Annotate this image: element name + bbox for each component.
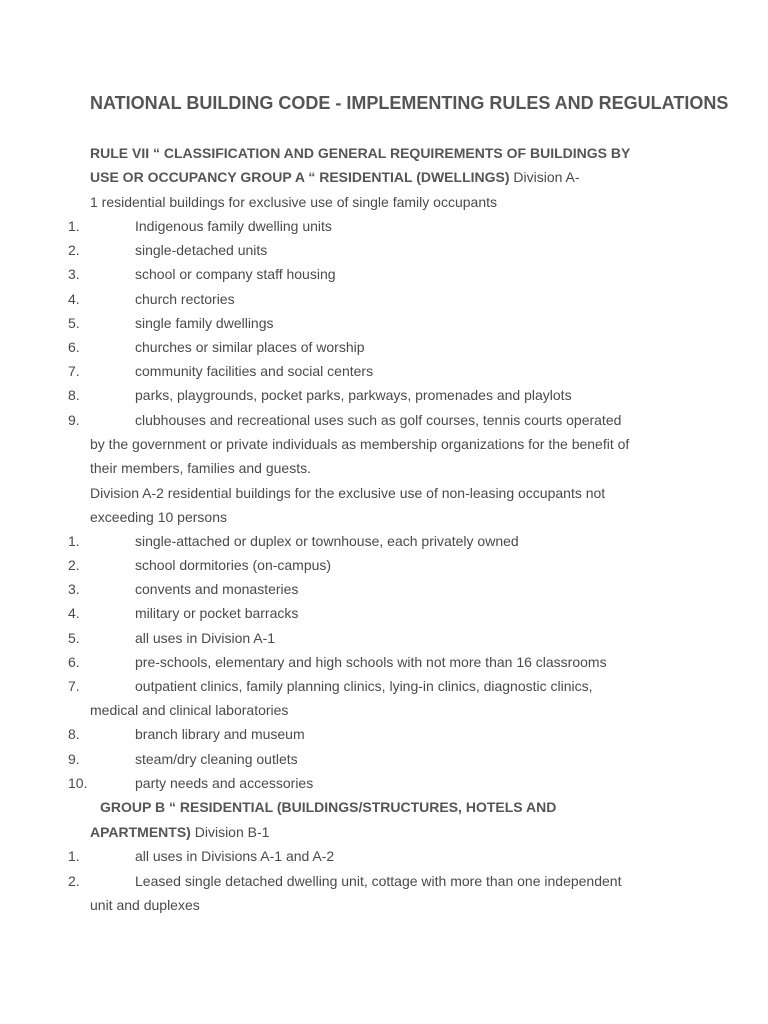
- list-item: [0, 362, 768, 380]
- division-a2-line1: Division A-2 residential buildings for the exclusive use of non-leasing occupants not: [90, 485, 606, 501]
- list-number: 3.: [68, 581, 80, 597]
- list-text: party needs and accessories: [135, 775, 314, 791]
- list-text: single-detached units: [135, 242, 268, 258]
- list-text: community facilities and social centers: [135, 363, 374, 379]
- list-text: single-attached or duplex or townhouse, each privately owned: [135, 533, 519, 549]
- list-item: [0, 629, 768, 647]
- list-item: [0, 677, 768, 695]
- list-item: [0, 653, 768, 671]
- list-text: pre-schools, elementary and high schools with not more than 16 classrooms: [135, 654, 607, 670]
- list-item-continuation: by the government or private individuals as membership organizations for the benefit of: [90, 436, 630, 452]
- list-text: clubhouses and recreational uses such as golf courses, tennis courts operated: [135, 412, 622, 428]
- document-title: NATIONAL BUILDING CODE - IMPLEMENTING RULES AND REGULATIONS: [90, 93, 729, 113]
- list-number: 6.: [68, 654, 80, 670]
- list-text: all uses in Divisions A-1 and A-2: [135, 848, 335, 864]
- list-number: 5.: [68, 630, 80, 646]
- list-text: Leased single detached dwelling unit, cottage with more than one independent: [135, 873, 622, 889]
- list-number: 7.: [68, 678, 80, 694]
- group-b-heading-line2: [90, 823, 269, 841]
- list-item: [0, 750, 768, 768]
- list-number: 5.: [68, 315, 80, 331]
- list-item-continuation: unit and duplexes: [90, 897, 200, 913]
- list-number: 8.: [68, 387, 80, 403]
- list-text: steam/dry cleaning outlets: [135, 751, 298, 767]
- list-text: school or company staff housing: [135, 266, 336, 282]
- list-item: [0, 556, 768, 574]
- list-number: 1.: [68, 848, 80, 864]
- list-number: 9.: [68, 412, 80, 428]
- division-a1-line: 1 residential buildings for exclusive use of single family occupants: [90, 194, 497, 210]
- list-number: 3.: [68, 266, 80, 282]
- list-item: [0, 725, 768, 743]
- list-text: churches or similar places of worship: [135, 339, 365, 355]
- list-item: [0, 314, 768, 332]
- list-item: [0, 290, 768, 308]
- list-number: 8.: [68, 726, 80, 742]
- list-item: [0, 872, 768, 890]
- group-b-heading-line1: GROUP B “ RESIDENTIAL (BUILDINGS/STRUCTURES, HOTELS AND: [100, 799, 557, 815]
- group-b-division: Division B-1: [190, 824, 270, 840]
- list-number: 2.: [68, 557, 80, 573]
- list-text: branch library and museum: [135, 726, 305, 742]
- list-number: 10.: [68, 775, 88, 791]
- list-item: [0, 241, 768, 259]
- list-item: [0, 265, 768, 283]
- list-number: 2.: [68, 873, 80, 889]
- list-item: [0, 604, 768, 622]
- list-text: outpatient clinics, family planning clinics, lying-in clinics, diagnostic clinics,: [135, 678, 593, 694]
- list-text: parks, playgrounds, pocket parks, parkways, promenades and playlots: [135, 387, 572, 403]
- list-number: 1.: [68, 218, 80, 234]
- rule-heading-division: Division A-: [509, 169, 580, 185]
- list-text: school dormitories (on-campus): [135, 557, 332, 573]
- list-number: 4.: [68, 605, 80, 621]
- list-text: convents and monasteries: [135, 581, 299, 597]
- rule-heading-line2: [90, 168, 580, 186]
- group-b-apartments: APARTMENTS): [90, 824, 191, 840]
- rule-heading-group-a: USE OR OCCUPANCY GROUP A “ RESIDENTIAL (DWELLINGS): [90, 169, 510, 185]
- list-number: 7.: [68, 363, 80, 379]
- list-item: [0, 386, 768, 404]
- list-number: 6.: [68, 339, 80, 355]
- list-item-continuation: medical and clinical laboratories: [90, 702, 289, 718]
- list-number: 2.: [68, 242, 80, 258]
- list-text: military or pocket barracks: [135, 605, 299, 621]
- list-item: [0, 338, 768, 356]
- list-number: 1.: [68, 533, 80, 549]
- list-text: single family dwellings: [135, 315, 274, 331]
- list-text: church rectories: [135, 291, 235, 307]
- list-item: [0, 532, 768, 550]
- division-a2-line2: exceeding 10 persons: [90, 509, 227, 525]
- list-item: [0, 847, 768, 865]
- rule-heading-line1: RULE VII “ CLASSIFICATION AND GENERAL REQUIREMENTS OF BUILDINGS BY: [90, 145, 631, 161]
- list-item: [0, 217, 768, 235]
- list-number: 4.: [68, 291, 80, 307]
- list-item-continuation: their members, families and guests.: [90, 460, 311, 476]
- list-item: [0, 411, 768, 429]
- list-item: [0, 774, 768, 792]
- list-text: all uses in Division A-1: [135, 630, 276, 646]
- list-text: Indigenous family dwelling units: [135, 218, 332, 234]
- list-number: 9.: [68, 751, 80, 767]
- list-item: [0, 580, 768, 598]
